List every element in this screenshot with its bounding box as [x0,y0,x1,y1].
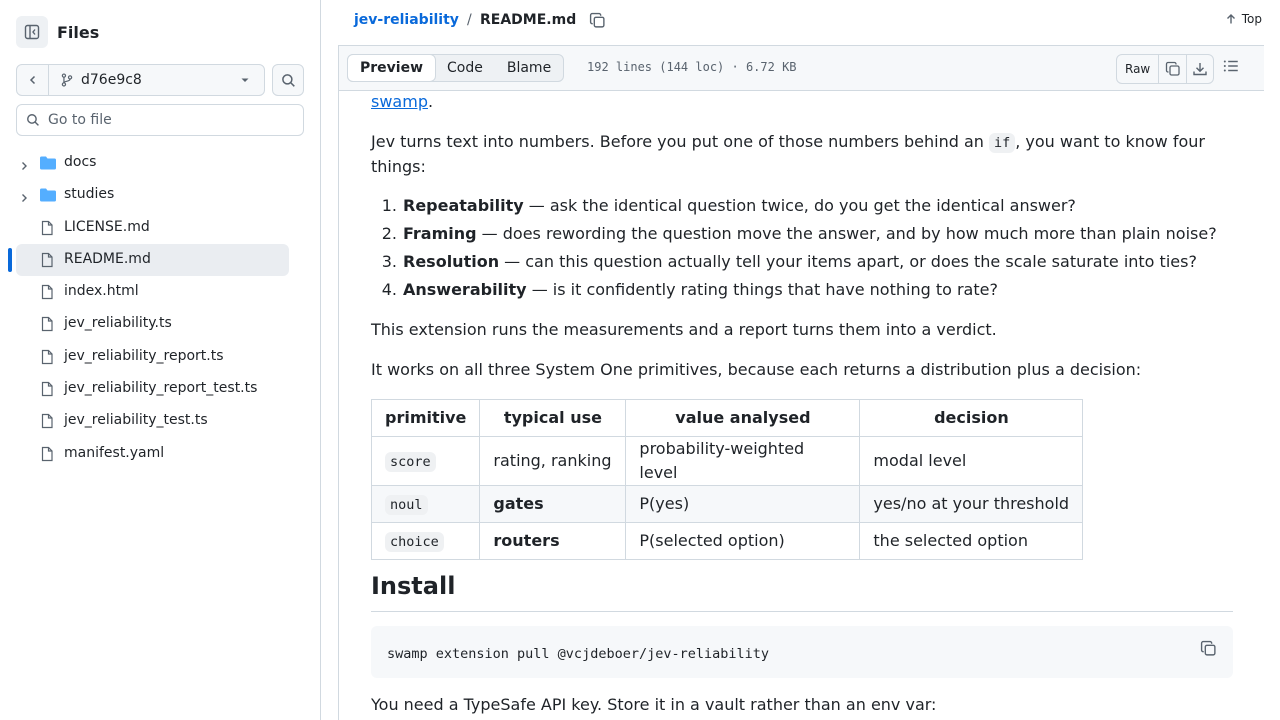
branch-row [16,64,304,96]
outline-button[interactable] [1222,57,1240,79]
table-header-cell: decision [860,400,1083,437]
branch-selector[interactable] [49,65,264,95]
tree-item-label: LICENSE.md [64,218,150,235]
list-number: 4. [381,280,397,299]
search-button[interactable] [272,64,304,96]
raw-button[interactable]: Raw [1117,55,1159,83]
table-cell [372,486,480,523]
list-item [371,278,1217,306]
download-button[interactable] [1186,55,1213,83]
file-tree [0,147,320,470]
install-command: swamp extension pull @vcjdeboer/jev-reliability [387,646,770,662]
intro-text: Jev turns text into numbers. Before you put one of those numbers behind an [371,132,989,151]
tree-file-item[interactable] [0,244,320,276]
table-cell: yes/no at your threshold [860,486,1083,523]
git-branch-icon [60,73,74,87]
list-item [371,194,1217,222]
list-term: Answerability [403,280,527,299]
tree-folder-item[interactable] [0,179,320,211]
tree-item-label: index.html [64,283,139,300]
active-highlight [16,244,289,276]
branch-name: d76e9c8 [81,72,142,88]
file-icon [39,220,55,240]
primitives-table [371,399,1083,560]
tab-code[interactable]: Code [447,60,483,76]
tree-file-item[interactable] [0,212,320,244]
chevron-right-icon[interactable] [18,157,30,176]
back-to-top-button[interactable] [1225,12,1262,26]
list-term: Resolution [403,252,500,271]
file-sidebar [0,0,321,720]
swamp-link[interactable]: swamp [371,92,428,111]
file-icon [39,413,55,433]
file-icon [39,381,55,401]
table-row [372,437,1083,486]
table-cell: rating, ranking [480,437,626,486]
table-cell: P(selected option) [626,523,860,560]
tab-blame[interactable]: Blame [506,60,552,76]
intro-text-end: , you want to know four things: [371,132,1205,176]
breadcrumb-repo-link[interactable]: jev-reliability [354,12,459,28]
sidebar-header [16,16,99,48]
list-item [371,222,1217,250]
file-toolbar [338,45,1264,91]
table-header-cell: value analysed [626,400,860,437]
tree-item-label: docs [64,154,97,170]
list-item [371,250,1217,278]
tree-item-label: jev_reliability_report_test.ts [64,380,258,397]
inline-code-if: if [989,133,1015,153]
file-icon [39,252,55,272]
file-meta: 192 lines (144 loc) · 6.72 KB [587,60,797,74]
active-indicator [8,248,12,272]
table-header-cell: typical use [480,400,626,437]
arrow-up-icon [1225,13,1237,25]
copy-icon [1200,640,1217,657]
sidebar-collapse-icon [24,24,40,40]
file-icon [39,446,55,466]
table-header-cell: primitive [372,400,480,437]
punctuation: . [427,92,434,111]
go-to-file-input[interactable] [48,112,288,128]
table-cell: P(yes) [626,486,860,523]
primitive-code: noul [385,495,428,515]
list-term: Repeatability [403,196,524,215]
list-desc: — can this question actually tell your items apart, or does the scale saturate into ties? [499,252,1197,271]
breadcrumb-file: README.md [480,12,577,28]
table-cell: gates [480,486,626,523]
list-number: 1. [381,196,397,215]
install-code-block [371,626,1233,678]
search-icon [281,73,296,88]
tree-item-label: jev_reliability_report.ts [64,347,224,364]
tree-item-label: README.md [64,250,151,267]
copy-code-button[interactable] [1200,640,1217,664]
chevron-right-icon[interactable] [18,189,30,208]
copy-path-button[interactable] [589,12,606,33]
copy-icon [1165,61,1181,77]
list-term: Framing [403,224,477,243]
readme-content [338,91,1264,720]
table-cell [372,437,480,486]
file-actions [1116,54,1214,84]
table-cell [372,523,480,560]
table-cell: the selected option [860,523,1083,560]
go-to-file-field[interactable] [16,104,304,136]
list-unordered-icon [1222,57,1240,75]
extension-paragraph: This extension runs the measurements and a report turns them into a verdict. [371,320,997,339]
file-icon [39,284,55,304]
tree-file-item[interactable] [0,373,320,405]
file-icon [39,316,55,336]
tree-item-label: studies [64,186,115,203]
folder-icon [39,187,57,207]
copy-icon [589,12,606,29]
search-icon [26,113,40,127]
tree-item-label: manifest.yaml [64,444,165,461]
tree-file-item[interactable] [0,438,320,470]
list-desc: — is it confidently rating things that have nothing to rate? [526,280,998,299]
download-icon [1192,61,1208,77]
back-button[interactable] [17,65,49,95]
swamp-paragraph [371,91,433,114]
chevron-left-icon [27,74,39,86]
view-mode-tabs [347,54,564,82]
api-key-paragraph: You need a TypeSafe API key. Store it in a vault rather than an env var: [371,695,937,714]
table-cell: routers [480,523,626,560]
file-icon [39,349,55,369]
install-heading: Install [371,569,1233,612]
top-label: Top [1241,12,1262,26]
copy-raw-button[interactable] [1159,55,1186,83]
primitive-code: choice [385,532,444,552]
list-number: 2. [381,224,397,243]
sidebar-title: Files [57,22,100,42]
list-number: 3. [381,252,397,271]
table-row [372,486,1083,523]
sidebar-toggle-button[interactable] [16,16,48,48]
folder-icon [39,155,57,175]
tab-preview[interactable]: Preview [347,54,436,82]
tree-file-item[interactable] [0,276,320,308]
table-cell: probability-weighted level [626,437,860,486]
list-desc: — does rewording the question move the answer, and by how much more than plain noise? [476,224,1217,243]
table-row [372,523,1083,560]
tree-item-label: jev_reliability.ts [64,315,172,332]
tree-file-item[interactable] [0,341,320,373]
primitive-code: score [385,452,436,472]
tree-folder-item[interactable] [0,147,320,179]
table-cell: modal level [860,437,1083,486]
file-header [338,0,1264,45]
list-desc: — ask the identical question twice, do you get the identical answer? [523,196,1076,215]
intro-paragraph [371,130,1233,179]
branch-group [16,64,265,96]
primitives-paragraph: It works on all three System One primitives, because each returns a distribution plus a decision: [371,360,1142,379]
table-header-row [372,400,1083,437]
criteria-list [371,194,1217,306]
tree-file-item[interactable] [0,405,320,437]
caret-down-icon [240,75,250,85]
tree-item-label: jev_reliability_test.ts [64,412,208,429]
tree-file-item[interactable] [0,308,320,340]
breadcrumb-separator: / [467,12,472,28]
